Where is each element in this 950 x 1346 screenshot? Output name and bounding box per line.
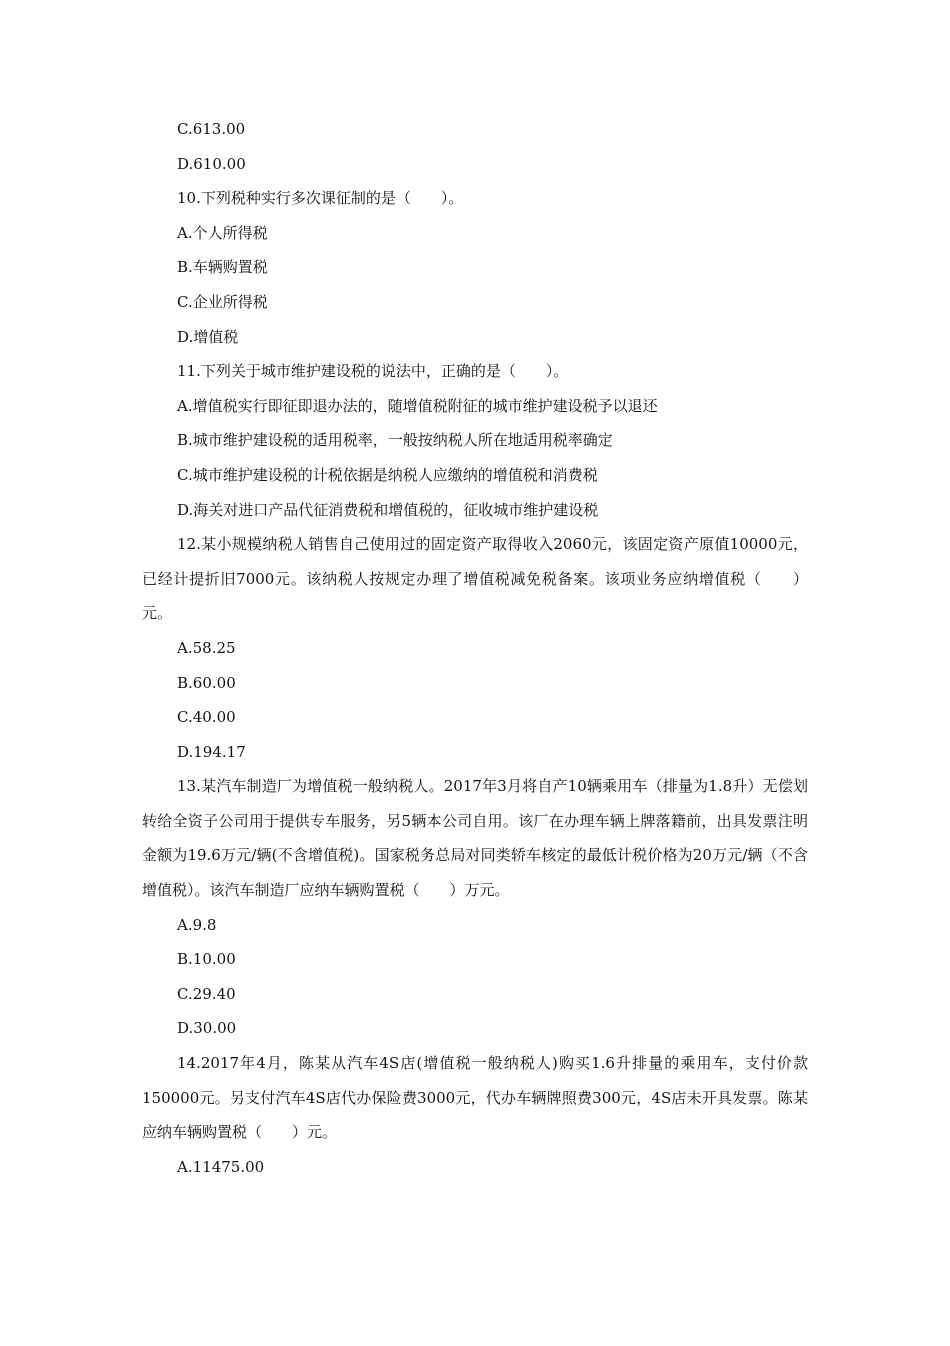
q14-stem: 14.2017年4月，陈某从汽车4S店(增值税一般纳税人)购买1.6升排量的乘用车，支付价款150000元。另支付汽车4S店代办保险费3000元，代办车辆牌照费300元，4S店未开具发票。陈某应纳车辆购置税（ ）元。 bbox=[142, 1054, 808, 1142]
q11-option-c: C.城市维护建设税的计税依据是纳税人应缴纳的增值税和消费税 bbox=[177, 465, 598, 484]
q14-option-a: A.11475.00 bbox=[177, 1157, 265, 1176]
q12-option-a: A.58.25 bbox=[177, 638, 236, 657]
q12-option-c: C.40.00 bbox=[177, 708, 236, 727]
q9-option-c: C.613.00 bbox=[177, 120, 246, 138]
q10-option-b: B.车辆购置税 bbox=[177, 258, 268, 277]
q10-option-d: D.增值税 bbox=[177, 327, 239, 346]
q10-stem: 10.下列税种实行多次课征制的是（ ）。 bbox=[177, 189, 464, 208]
q12-option-d: D.194.17 bbox=[177, 742, 246, 761]
question-list bbox=[142, 112, 808, 1184]
q10-option-c: C.企业所得税 bbox=[177, 292, 268, 311]
q13-option-d: D.30.00 bbox=[177, 1019, 237, 1038]
q10-option-a: A.个人所得税 bbox=[177, 223, 268, 242]
q11-option-d: D.海关对进口产品代征消费税和增值税的，征收城市维护建设税 bbox=[177, 500, 599, 519]
q9-option-d: D.610.00 bbox=[177, 154, 246, 173]
q11-stem: 11.下列关于城市维护建设税的说法中，正确的是（ ）。 bbox=[177, 362, 569, 381]
q13-option-c: C.29.40 bbox=[177, 984, 236, 1003]
q11-option-b: B.城市维护建设税的适用税率，一般按纳税人所在地适用税率确定 bbox=[177, 431, 613, 450]
q13-stem: 13.某汽车制造厂为增值税一般纳税人。2017年3月将自产10辆乘用车（排量为1.8升）无偿划转给全资子公司用于提供专车服务，另5辆本公司自用。该厂在办理车辆上牌落籍前，出具发票注明金额为19.6万元/辆(不含增值税)。国家税务总局对同类轿车核定的最低计税价格为20万元/辆（不含增值税）。该汽车制造厂应纳车辆购置税（ ）万元。 bbox=[142, 777, 808, 900]
q12-stem: 12.某小规模纳税人销售自己使用过的固定资产取得收入2060元，该固定资产原值10000元，已经计提折旧7000元。该纳税人按规定办理了增值税减免税备案。该项业务应纳增值税（ ）元。 bbox=[142, 535, 808, 623]
q13-option-a: A.9.8 bbox=[177, 915, 217, 934]
q12-option-b: B.60.00 bbox=[177, 673, 236, 692]
q11-option-a: A.增值税实行即征即退办法的，随增值税附征的城市维护建设税予以退还 bbox=[177, 396, 658, 415]
q13-option-b: B.10.00 bbox=[177, 950, 236, 969]
